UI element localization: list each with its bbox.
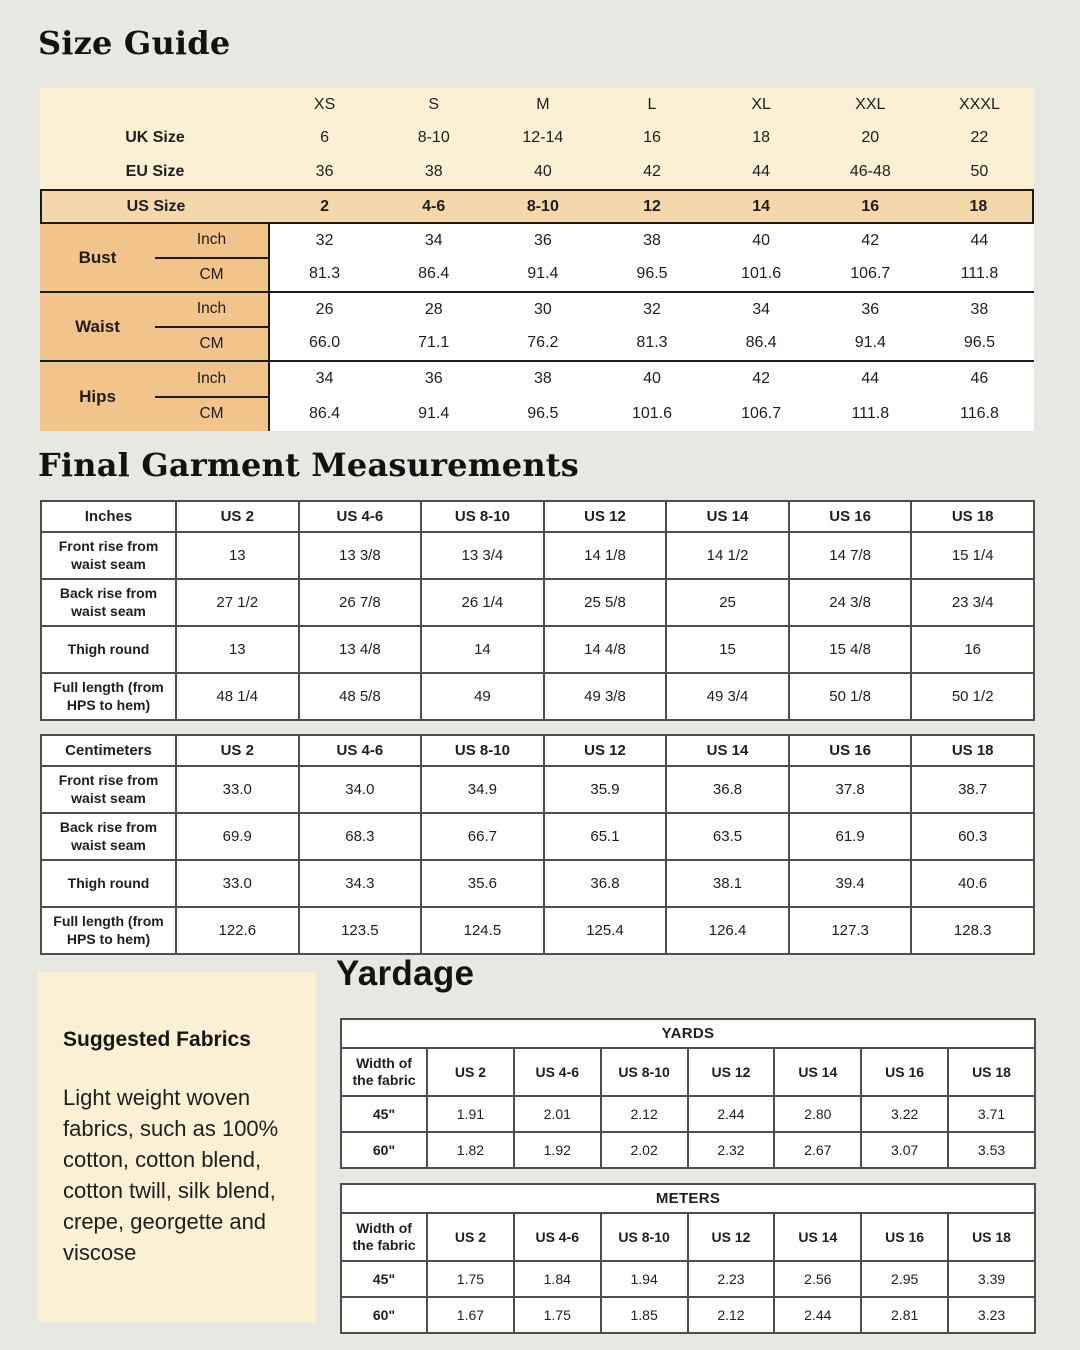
value-cell: 1.75 (427, 1261, 514, 1297)
size-header: L (597, 88, 706, 121)
bust-value-pair (270, 224, 379, 293)
inch-unit-label: Inch (155, 293, 268, 328)
uk-size-value: 20 (816, 121, 925, 155)
value-cell: 13 (176, 532, 299, 579)
us-size-value: 2 (270, 189, 379, 224)
bust-value-pair (597, 224, 706, 293)
hips-inch-value: 36 (424, 370, 443, 388)
size-column-header: US 2 (176, 501, 299, 532)
value-cell: 3.23 (948, 1297, 1035, 1333)
value-cell: 68.3 (299, 813, 422, 860)
value-cell: 38.1 (666, 860, 789, 907)
hips-value-pair (707, 362, 816, 431)
us-size-value: 16 (816, 189, 925, 224)
size-column-header: US 12 (688, 1213, 775, 1261)
uk-size-label: UK Size (40, 121, 270, 155)
value-cell: 50 1/2 (911, 673, 1034, 720)
size-header: XXL (816, 88, 925, 121)
value-cell: 1.67 (427, 1297, 514, 1333)
fabric-width-header: Width of the fabric (341, 1213, 427, 1261)
size-column-header: US 12 (544, 501, 667, 532)
row-label: Thigh round (41, 626, 176, 673)
size-column-header: US 12 (688, 1048, 775, 1096)
bust-value-pair (816, 224, 925, 293)
table-row (41, 766, 1034, 813)
value-cell: 2.01 (514, 1096, 601, 1132)
waist-value-pair (925, 293, 1034, 362)
value-cell: 33.0 (176, 766, 299, 813)
value-cell: 14 1/8 (544, 532, 667, 579)
value-cell: 2.23 (688, 1261, 775, 1297)
row-label: Thigh round (41, 860, 176, 907)
size-header: XL (707, 88, 816, 121)
size-column-header: US 8-10 (601, 1048, 688, 1096)
table-row (41, 579, 1034, 626)
size-column-header: US 14 (774, 1048, 861, 1096)
hips-inch-value: 44 (861, 370, 880, 388)
waist-value-pair (488, 293, 597, 362)
row-label: Back rise from waist seam (41, 813, 176, 860)
value-cell: 25 (666, 579, 789, 626)
eu-size-value: 44 (707, 155, 816, 189)
hips-cm-value: 116.8 (959, 404, 999, 422)
value-cell: 48 1/4 (176, 673, 299, 720)
page-title: Size Guide (38, 24, 231, 62)
value-cell: 3.07 (861, 1132, 948, 1168)
size-column-header: US 14 (666, 735, 789, 766)
value-cell: 125.4 (544, 907, 667, 954)
size-column-header: US 8-10 (421, 735, 544, 766)
cm-unit-label: CM (199, 334, 224, 352)
value-cell: 1.82 (427, 1132, 514, 1168)
width-45-label: 45" (341, 1261, 427, 1297)
value-cell: 36.8 (666, 766, 789, 813)
waist-inch-value: 30 (533, 300, 552, 318)
bust-value-pair (707, 224, 816, 293)
value-cell: 35.6 (421, 860, 544, 907)
eu-size-value: 46-48 (816, 155, 925, 189)
hips-inch-value: 46 (970, 370, 989, 388)
row-label: Front rise from waist seam (41, 532, 176, 579)
uk-size-value: 18 (707, 121, 816, 155)
value-cell: 2.56 (774, 1261, 861, 1297)
bust-inch-value: 34 (424, 231, 443, 249)
waist-inch-value: 38 (970, 300, 989, 318)
value-cell: 61.9 (789, 813, 912, 860)
value-cell: 2.12 (688, 1297, 775, 1333)
value-cell: 13 (176, 626, 299, 673)
fabric-width-header: Width of the fabric (341, 1048, 427, 1096)
size-column-header: US 8-10 (601, 1213, 688, 1261)
width-60-label: 60" (341, 1297, 427, 1333)
waist-value-pair (270, 293, 379, 362)
table-row (341, 1096, 1035, 1132)
bust-cm-value: 96.5 (636, 265, 668, 283)
value-cell: 1.91 (427, 1096, 514, 1132)
value-cell: 50 1/8 (789, 673, 912, 720)
value-cell: 15 1/4 (911, 532, 1034, 579)
value-cell: 14 1/2 (666, 532, 789, 579)
value-cell: 3.71 (948, 1096, 1035, 1132)
hips-value-pair (925, 362, 1034, 431)
table-row (41, 813, 1034, 860)
value-cell: 34.0 (299, 766, 422, 813)
size-column-header: US 2 (427, 1048, 514, 1096)
value-cell: 69.9 (176, 813, 299, 860)
value-cell: 38.7 (911, 766, 1034, 813)
suggested-fabrics-panel (38, 972, 316, 1322)
size-header: M (488, 88, 597, 121)
row-label: Back rise from waist seam (41, 579, 176, 626)
yards-header: YARDS (341, 1019, 1035, 1048)
uk-size-value: 22 (925, 121, 1034, 155)
bust-inch-value: 32 (315, 231, 334, 249)
table-row (41, 907, 1034, 954)
value-cell: 65.1 (544, 813, 667, 860)
bust-value-pair (379, 224, 488, 293)
bust-label: Bust (40, 224, 155, 293)
hips-cm-value: 91.4 (418, 404, 450, 422)
hips-cm-value: 96.5 (527, 404, 559, 422)
bust-value-pair (925, 224, 1034, 293)
value-cell: 34.9 (421, 766, 544, 813)
waist-value-pair (707, 293, 816, 362)
waist-inch-value: 34 (752, 300, 771, 318)
uk-size-value: 16 (597, 121, 706, 155)
waist-value-pair (597, 293, 706, 362)
value-cell: 34.3 (299, 860, 422, 907)
waist-cm-value: 96.5 (963, 334, 995, 352)
size-column-header: US 18 (911, 501, 1034, 532)
us-size-value: 4-6 (379, 189, 488, 224)
waist-value-pair (379, 293, 488, 362)
value-cell: 26 1/4 (421, 579, 544, 626)
value-cell: 49 3/4 (666, 673, 789, 720)
waist-inch-value: 28 (424, 300, 443, 318)
size-column-header: US 14 (774, 1213, 861, 1261)
waist-cm-value: 91.4 (854, 334, 886, 352)
hips-cm-value: 86.4 (309, 404, 341, 422)
value-cell: 15 (666, 626, 789, 673)
width-45-label: 45" (341, 1096, 427, 1132)
bust-inch-value: 36 (533, 231, 552, 249)
size-column-header: US 16 (861, 1048, 948, 1096)
size-column-header: US 12 (544, 735, 667, 766)
waist-inch-value: 32 (643, 300, 661, 318)
table-row (41, 673, 1034, 720)
hips-inch-value: 34 (315, 370, 334, 388)
size-chart (40, 88, 1034, 431)
value-cell: 13 3/8 (299, 532, 422, 579)
waist-value-pair (816, 293, 925, 362)
garment-inches-table (40, 500, 1035, 721)
bust-cm-value: 86.4 (418, 265, 450, 283)
value-cell: 14 (421, 626, 544, 673)
garment-cm-table (40, 734, 1035, 955)
hips-value-pair (488, 362, 597, 431)
row-label: Full length (from HPS to hem) (41, 907, 176, 954)
size-column-header: US 2 (176, 735, 299, 766)
meters-header: METERS (341, 1184, 1035, 1213)
value-cell: 124.5 (421, 907, 544, 954)
value-cell: 2.32 (688, 1132, 775, 1168)
value-cell: 1.75 (514, 1297, 601, 1333)
eu-size-value: 50 (925, 155, 1034, 189)
size-column-header: US 18 (948, 1213, 1035, 1261)
hips-inch-value: 40 (643, 370, 661, 388)
size-column-header: US 4-6 (514, 1048, 601, 1096)
value-cell: 2.81 (861, 1297, 948, 1333)
cm-unit-label: CM (199, 405, 224, 423)
size-header: XXXL (925, 88, 1034, 121)
value-cell: 2.12 (601, 1096, 688, 1132)
value-cell: 26 7/8 (299, 579, 422, 626)
us-size-value: 12 (597, 189, 706, 224)
value-cell: 2.95 (861, 1261, 948, 1297)
width-60-label: 60" (341, 1132, 427, 1168)
value-cell: 1.84 (514, 1261, 601, 1297)
table-row (41, 532, 1034, 579)
value-cell: 122.6 (176, 907, 299, 954)
unit-header: Inches (41, 501, 176, 532)
row-label: Full length (from HPS to hem) (41, 673, 176, 720)
size-column-header: US 2 (427, 1213, 514, 1261)
value-cell: 2.02 (601, 1132, 688, 1168)
value-cell: 36.8 (544, 860, 667, 907)
uk-size-value: 6 (270, 121, 379, 155)
hips-value-pair (597, 362, 706, 431)
value-cell: 60.3 (911, 813, 1034, 860)
bust-inch-value: 38 (643, 231, 661, 249)
size-header: XS (270, 88, 379, 121)
bust-cm-value: 91.4 (527, 265, 559, 283)
waist-cm-value: 76.2 (527, 334, 559, 352)
value-cell: 127.3 (789, 907, 912, 954)
table-row (341, 1261, 1035, 1297)
bust-inch-value: 40 (752, 231, 771, 249)
value-cell: 2.80 (774, 1096, 861, 1132)
hips-value-pair (379, 362, 488, 431)
bust-cm-value: 81.3 (309, 265, 341, 283)
us-size-label: US Size (40, 189, 270, 224)
suggested-fabrics-title: Suggested Fabrics (63, 1028, 251, 1051)
value-cell: 14 4/8 (544, 626, 667, 673)
value-cell: 3.22 (861, 1096, 948, 1132)
bust-units (155, 224, 270, 293)
size-column-header: US 14 (666, 501, 789, 532)
uk-size-value: 12-14 (488, 121, 597, 155)
value-cell: 123.5 (299, 907, 422, 954)
eu-size-value: 36 (270, 155, 379, 189)
hips-units (155, 362, 270, 431)
hips-value-pair (270, 362, 379, 431)
waist-cm-value: 71.1 (418, 334, 450, 352)
waist-inch-value: 26 (315, 300, 334, 318)
value-cell: 40.6 (911, 860, 1034, 907)
value-cell: 2.44 (774, 1297, 861, 1333)
value-cell: 16 (911, 626, 1034, 673)
value-cell: 23 3/4 (911, 579, 1034, 626)
suggested-fabrics-text: Light weight woven fabrics, such as 100% cotton, cotton blend, cotton twill, silk blend, crepe, georgette and viscose (63, 1085, 279, 1265)
table-row (341, 1132, 1035, 1168)
bust-cm-value: 101.6 (741, 265, 782, 283)
size-column-header: US 18 (948, 1048, 1035, 1096)
hips-label: Hips (40, 362, 155, 431)
hips-cm-value: 111.8 (851, 404, 890, 422)
hips-value-pair (816, 362, 925, 431)
garment-measurements-title: Final Garment Measurements (38, 446, 579, 484)
hips-inch-value: 38 (533, 370, 552, 388)
value-cell: 14 7/8 (789, 532, 912, 579)
yardage-title: Yardage (336, 954, 475, 993)
row-label: Front rise from waist seam (41, 766, 176, 813)
value-cell: 13 3/4 (421, 532, 544, 579)
bust-value-pair (488, 224, 597, 293)
value-cell: 66.7 (421, 813, 544, 860)
bust-cm-value: 111.8 (960, 265, 999, 283)
value-cell: 49 (421, 673, 544, 720)
waist-label: Waist (40, 293, 155, 362)
eu-size-value: 42 (597, 155, 706, 189)
value-cell: 35.9 (544, 766, 667, 813)
value-cell: 33.0 (176, 860, 299, 907)
inch-unit-label: Inch (155, 362, 268, 398)
value-cell: 27 1/2 (176, 579, 299, 626)
waist-units (155, 293, 270, 362)
size-column-header: US 16 (861, 1213, 948, 1261)
value-cell: 126.4 (666, 907, 789, 954)
table-row (41, 626, 1034, 673)
value-cell: 25 5/8 (544, 579, 667, 626)
eu-size-value: 40 (488, 155, 597, 189)
inch-unit-label: Inch (155, 224, 268, 259)
eu-size-value: 38 (379, 155, 488, 189)
table-row (41, 860, 1034, 907)
size-column-header: US 4-6 (299, 735, 422, 766)
value-cell: 15 4/8 (789, 626, 912, 673)
uk-size-value: 8-10 (379, 121, 488, 155)
hips-inch-value: 42 (752, 370, 771, 388)
unit-header: Centimeters (41, 735, 176, 766)
us-size-value: 14 (707, 189, 816, 224)
value-cell: 63.5 (666, 813, 789, 860)
size-column-header: US 8-10 (421, 501, 544, 532)
value-cell: 2.67 (774, 1132, 861, 1168)
waist-cm-value: 66.0 (309, 334, 341, 352)
value-cell: 48 5/8 (299, 673, 422, 720)
value-cell: 24 3/8 (789, 579, 912, 626)
bust-inch-value: 44 (970, 231, 989, 249)
waist-cm-value: 81.3 (636, 334, 668, 352)
size-chart-corner (40, 88, 270, 121)
value-cell: 2.44 (688, 1096, 775, 1132)
bust-inch-value: 42 (861, 231, 880, 249)
value-cell: 3.53 (948, 1132, 1035, 1168)
table-row (341, 1297, 1035, 1333)
us-size-value: 18 (925, 189, 1034, 224)
bust-cm-value: 106.7 (850, 265, 891, 283)
size-column-header: US 16 (789, 501, 912, 532)
value-cell: 1.94 (601, 1261, 688, 1297)
hips-cm-value: 106.7 (741, 404, 782, 422)
size-column-header: US 4-6 (299, 501, 422, 532)
waist-cm-value: 86.4 (745, 334, 777, 352)
waist-inch-value: 36 (861, 300, 880, 318)
value-cell: 49 3/8 (544, 673, 667, 720)
us-size-value: 8-10 (488, 189, 597, 224)
value-cell: 1.92 (514, 1132, 601, 1168)
size-column-header: US 16 (789, 735, 912, 766)
value-cell: 13 4/8 (299, 626, 422, 673)
size-header: S (379, 88, 488, 121)
value-cell: 37.8 (789, 766, 912, 813)
value-cell: 128.3 (911, 907, 1034, 954)
eu-size-label: EU Size (40, 155, 270, 189)
yards-table (340, 1018, 1036, 1169)
meters-table (340, 1183, 1036, 1334)
value-cell: 3.39 (948, 1261, 1035, 1297)
hips-cm-value: 101.6 (631, 404, 673, 422)
size-column-header: US 4-6 (514, 1213, 601, 1261)
size-column-header: US 18 (911, 735, 1034, 766)
value-cell: 39.4 (789, 860, 912, 907)
cm-unit-label: CM (199, 265, 224, 283)
value-cell: 1.85 (601, 1297, 688, 1333)
